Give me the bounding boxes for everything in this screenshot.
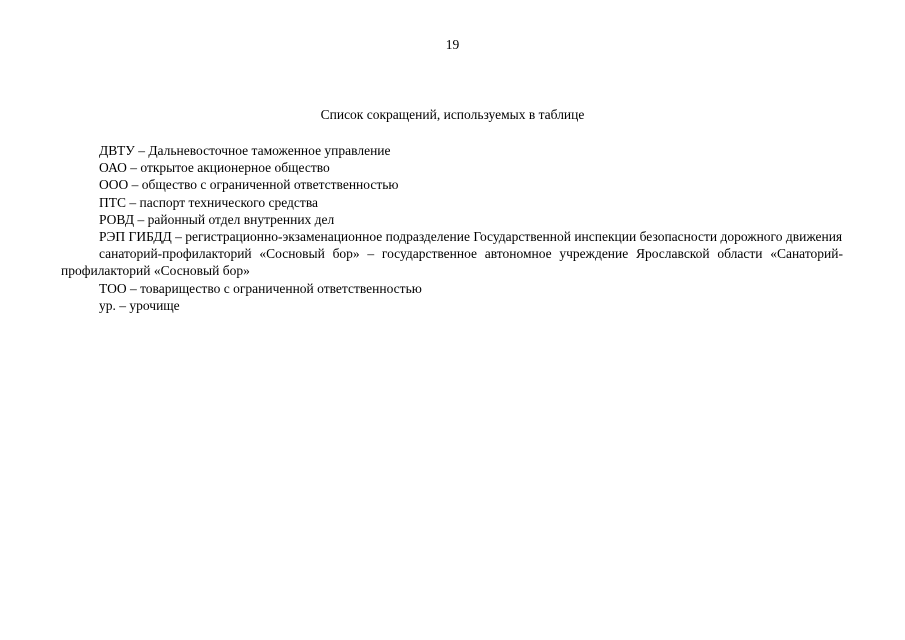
abbreviation-entry-ooo: ООО – общество с ограниченной ответственностью <box>99 177 399 193</box>
abbreviation-entry-ur: ур. – урочище <box>99 297 180 313</box>
abbreviation-entry-too: ТОО – товарищество с ограниченной ответственностью <box>99 280 422 296</box>
abbreviation-entry-dvtu: ДВТУ – Дальневосточное таможенное управление <box>99 143 391 158</box>
page-number: 19 <box>445 37 460 52</box>
abbreviation-entry-oao: ОАО – открытое акционерное общество <box>99 160 330 176</box>
abbreviations-heading: Список сокращений, используемых в таблице <box>320 107 585 122</box>
abbreviation-entry-rovd: РОВД – районный отдел внутренних дел <box>99 211 335 227</box>
abbreviation-entry-pts: ПТС – паспорт технического средства <box>99 194 319 210</box>
abbreviations-list <box>61 142 843 314</box>
abbreviation-entry-sanatorium: санаторий-профилакторий «Сосновый бор» – государственное автономное учреждение Ярославской области «Санаторий-профилакторий «Сосновый бор» <box>61 246 843 279</box>
abbreviation-entry-rep-gibdd: РЭП ГИБДД – регистрационно-экзаменационное подразделение Государственной инспекции безопасности дорожного движения <box>99 229 843 245</box>
